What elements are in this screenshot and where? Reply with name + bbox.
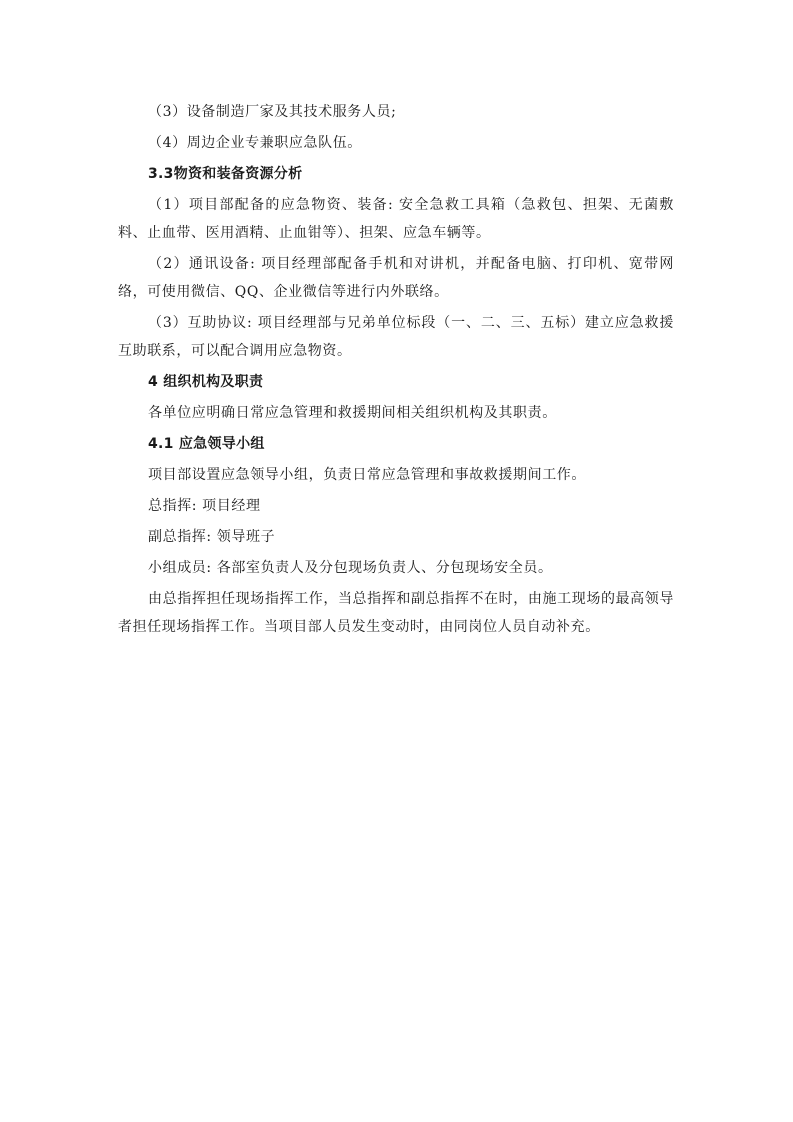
paragraph-command-rules: 由总指挥担任现场指挥工作，当总指挥和副总指挥不在时，由施工现场的最高领导者担任现场指挥工作。当项目部人员发生变动时，由同岗位人员自动补充。 — [118, 591, 674, 635]
section-heading-4: 4 组织机构及职责 — [148, 374, 264, 390]
paragraph-commander: 总指挥: 项目经理 — [148, 498, 261, 514]
paragraph-deputy-commander: 副总指挥: 领导班子 — [148, 529, 276, 545]
paragraph-mutual-aid: （3）互助协议: 项目经理部与兄弟单位标段（一、二、三、五标）建立应急救援互助联系，可以配合调用应急物资。 — [118, 315, 674, 359]
section-heading-3-3: 3.3物资和装备资源分析 — [148, 166, 303, 182]
paragraph-organization: 各单位应明确日常应急管理和救援期间相关组织机构及其职责。 — [148, 405, 557, 421]
section-heading-4-1: 4.1 应急领导小组 — [148, 436, 265, 452]
paragraph-group-members: 小组成员: 各部室负责人及分包现场负责人、分包现场安全员。 — [148, 560, 553, 576]
paragraph-communication: （2）通讯设备: 项目经理部配备手机和对讲机，并配备电脑、打印机、宽带网络，可使用微信、QQ、企业微信等进行内外联络。 — [118, 256, 674, 300]
list-item-4-nearby-teams: （4）周边企业专兼职应急队伍。 — [148, 135, 362, 151]
paragraph-leadership-group: 项目部设置应急领导小组，负责日常应急管理和事故救援期间工作。 — [148, 467, 586, 483]
document-body — [118, 98, 674, 644]
paragraph-supplies: （1）项目部配备的应急物资、装备: 安全急救工具箱（急救包、担架、无菌敷料、止血带、医用酒精、止血钳等）、担架、应急车辆等。 — [118, 197, 674, 241]
list-item-3-manufacturers: （3）设备制造厂家及其技术服务人员; — [148, 104, 397, 120]
